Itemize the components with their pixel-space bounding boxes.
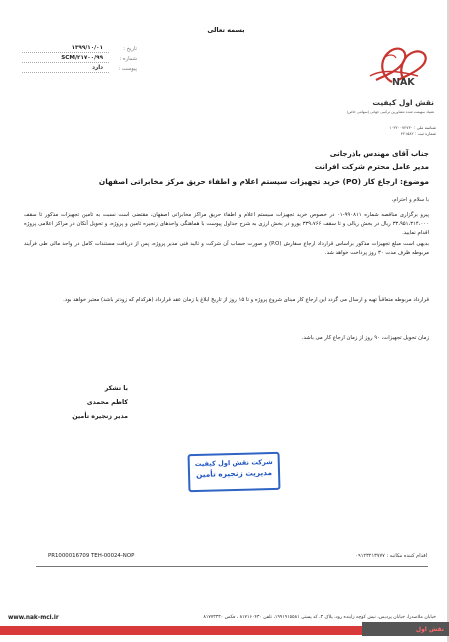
signer-name: کاظم محمدی — [86, 399, 128, 406]
number-dots — [22, 62, 109, 63]
letter-meta — [22, 45, 137, 75]
signature-block — [60, 382, 128, 424]
registration-info — [360, 125, 436, 137]
paragraph-1: پیرو برگزاری مناقصه شماره ۹۹۰۸۱۱-۰۱ در خصوص خرید تجهیزات سیستم اعلام و اطفاء حریق مراکز مخابراتی اصفهان، مقتضی است نسبت به تامین تجهیزات مذکور تا سقف ۳۳،۹۵۱،۳۱۴،۰۰۰ ریال در بخش ریالی و تا سقف ۳۳۹،۷۶۶ یورو در بخش ارزی به شرح جداول پیوست با هماهنگی واحدهای زنجیره تامین و پروژه، و تحویل آنکان در مراکز اعلامی پروژه اقدام نمایید. — [24, 212, 429, 237]
national-id: شناسه ملی : ۱۰۳۲۰۰۷۲۷۳۰ — [389, 125, 436, 130]
recipient-name: جناب آقای مهندس باذرجانی — [329, 149, 429, 158]
attachment-label: پیوست : — [118, 66, 137, 72]
attachment-value: دارد — [92, 65, 103, 71]
paragraph-3: قرارداد مربوطه متعاقباً تهیه و ارسال می گردد این ارجاع کار مبنای شروع پروژه و تا ۱۵ روز از تاریخ ابلاغ یا زمان عقد قرارداد (هرکدام که زودتر باشد) معتبر خواهد بود. — [63, 297, 429, 303]
footer-red-bar — [0, 626, 362, 635]
company-address: خیابان ملاصدرا، خیابان پردیس، نبش کوچه زاینده رود، پلاک ۳، کد پستی ۱۹۹۱۹۱۵۵۸۱، تلفن ۸۱۷۱۶۰۴۳۰ ، فکس ۸۱۷۷۳۳۳۰ — [203, 615, 436, 620]
logo-subtitle: (همیاد سهیمت شده مشاورین ترکیبی جهانی (سهامی خاص — [346, 110, 434, 114]
reference-code: PR1000016709 TEH-00024-NOP — [48, 553, 135, 559]
company-stamp — [188, 452, 281, 492]
stamp-line-2: مدیریت زنجیره تأمین — [195, 468, 273, 479]
bismillah-heading: بسمه تعالی — [207, 26, 245, 34]
stamp-line-1: شرکت نقش اول کیفیت — [194, 457, 273, 469]
website-link[interactable]: www.nak-mci.ir — [8, 615, 59, 621]
date-value: ۱۳۹۹/۱۰/۰۱ — [71, 45, 103, 51]
paragraph-4: زمان تحویل تجهیزات، ۹۰ روز از زمان ارجاع کار می باشد. — [301, 335, 429, 341]
number-row — [22, 55, 137, 65]
number-value: ۹۹/SCM/۲۱۷۰۰ — [61, 55, 103, 61]
attachment-row — [22, 65, 137, 75]
date-label: تاریخ : — [123, 46, 137, 52]
recipient-block — [24, 147, 429, 173]
letter-subject: موضوع: ارجاع کار (PO) خرید تجهیزات سیستم اعلام و اطفاء حریق مرکز مخابراتی اصفهان — [98, 177, 429, 186]
signer-role: مدیر زنجیره تأمین — [72, 413, 128, 420]
date-row — [22, 45, 137, 55]
date-dots — [22, 52, 109, 53]
attachment-dots — [22, 72, 109, 73]
closing: با تشکر — [104, 385, 128, 392]
logo-title: نقش اول کیفیت — [372, 98, 434, 107]
number-label: شماره : — [119, 56, 137, 62]
greeting: با سلام و احترام، — [391, 197, 429, 203]
logo-wordmark: NAK — [392, 77, 415, 88]
paragraph-2: بدیهی است مبلغ تجهیزات مذکور براساس قرارداد ارجاع سفارش (P.O) و صورت حساب آن شرکت و تائید فنی مدیر پروژه، پس از دریافت مستندات کامل در واحد مالی طی فرآیند مربوطه ظرف مدت ۳۰ روز پرداخت خواهد شد. — [24, 241, 429, 257]
action-officer: اقدام کننده مکاتبه : ۰۹۱۲۳۲۱۳۷۷۷ — [355, 553, 427, 559]
registration-number: شماره ثبت : ۴۲۱۵۸۲ — [400, 131, 436, 136]
recipient-title: مدیر عامل محترم شرکت افرانت — [314, 162, 429, 171]
footer-brand-label: نقش اول — [415, 626, 444, 633]
footer-divider — [36, 566, 428, 567]
